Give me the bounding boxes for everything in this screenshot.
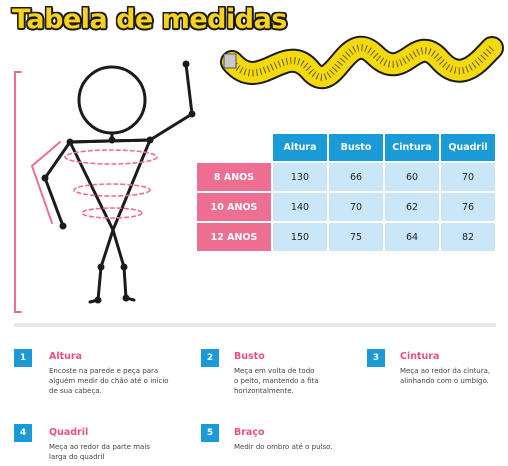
step-number-badge: 5 [201,424,219,442]
table-cell: 66 [329,163,383,191]
table-cell: 70 [441,163,495,191]
table-row [197,193,495,221]
header-altura: Altura [273,134,327,161]
header-cintura: Cintura [385,134,439,161]
table-corner [197,134,271,161]
table-cell: 75 [329,223,383,251]
header-quadril: Quadril [441,134,495,161]
instruction-title-altura: Altura [49,351,83,362]
table-row [197,163,495,191]
table-cell: 62 [385,193,439,221]
table-cell: 70 [329,193,383,221]
header-busto: Busto [329,134,383,161]
instruction-title-braco: Braço [234,427,265,438]
table-cell: 76 [441,193,495,221]
instruction-title-quadril: Quadril [49,427,89,438]
instruction-title-cintura: Cintura [400,351,440,362]
table-row [197,223,495,251]
table-cell: 140 [273,193,327,221]
section-divider [14,323,496,327]
step-number-badge: 1 [14,349,32,367]
instruction-text-altura: Encoste na parede e peça para alguém medir do chão até o início de sua cabeça. [49,367,169,395]
size-table [195,132,497,253]
step-number-badge: 2 [201,349,219,367]
table-cell: 60 [385,163,439,191]
table-header-row [197,134,495,161]
table-cell: 130 [273,163,327,191]
table-cell: 82 [441,223,495,251]
instruction-text-cintura: Meça ao redor da cintura, alinhando com o umbigo. [400,367,491,385]
instruction-text-busto: Meça em volta de todo o peito, mantendo a fita horizontalmente. [234,367,319,395]
row-label: 10 ANOS [197,193,271,221]
row-label: 12 ANOS [197,223,271,251]
instruction-title-busto: Busto [234,351,265,362]
table-cell: 64 [385,223,439,251]
step-number-badge: 4 [14,424,32,442]
instruction-text-quadril: Meça ao redor da parte mais larga do quadril [49,443,150,461]
row-label: 8 ANOS [197,163,271,191]
table-cell: 150 [273,223,327,251]
instruction-text-braco: Medir do ombro até o pulso. [234,443,333,451]
step-number-badge: 3 [367,349,385,367]
page-title: Tabela de medidas [12,4,287,35]
